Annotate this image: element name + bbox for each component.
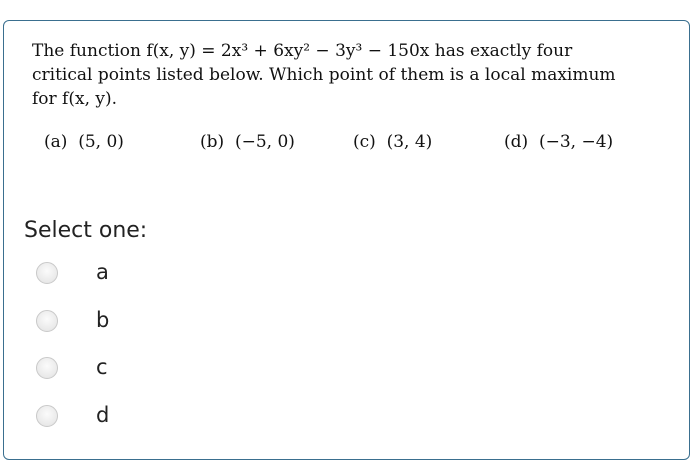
critical-point-c: [353, 132, 432, 152]
answer-label-d[interactable]: d: [96, 403, 110, 427]
question-line-1: The function f(x, y) = 2x³ + 6xy² − 3y³ − 150x has exactly four: [32, 41, 573, 61]
select-one-label: Select one:: [24, 218, 148, 243]
answer-label-a[interactable]: a: [96, 260, 109, 284]
radio-button-c[interactable]: [36, 357, 58, 379]
critical-point-a-value: (5, 0): [78, 132, 124, 152]
radio-button-d[interactable]: [36, 405, 58, 427]
critical-point-b: [200, 132, 295, 152]
answer-option-a[interactable]: [32, 259, 232, 289]
critical-point-d-value: (−3, −4): [538, 132, 614, 152]
critical-point-c-value: (3, 4): [386, 132, 433, 152]
answer-label-b[interactable]: b: [96, 308, 110, 332]
answer-option-d[interactable]: [32, 402, 232, 432]
radio-button-a[interactable]: [36, 262, 58, 284]
question-text: [32, 39, 652, 111]
critical-point-b-label: (b): [200, 132, 225, 152]
critical-point-d-label: (d): [504, 132, 529, 152]
question-card: [3, 20, 690, 460]
critical-point-d: [504, 132, 613, 152]
radio-button-b[interactable]: [36, 310, 58, 332]
answer-option-c[interactable]: [32, 354, 232, 384]
question-line-2: critical points listed below. Which point of them is a local maximum: [32, 65, 616, 85]
critical-point-a: [44, 132, 124, 152]
critical-point-c-label: (c): [353, 132, 376, 152]
critical-point-b-value: (−5, 0): [234, 132, 295, 152]
answer-option-b[interactable]: [32, 307, 232, 337]
answer-label-c[interactable]: c: [96, 355, 108, 379]
question-line-3: for f(x, y).: [32, 89, 118, 109]
critical-point-a-label: (a): [44, 132, 68, 152]
